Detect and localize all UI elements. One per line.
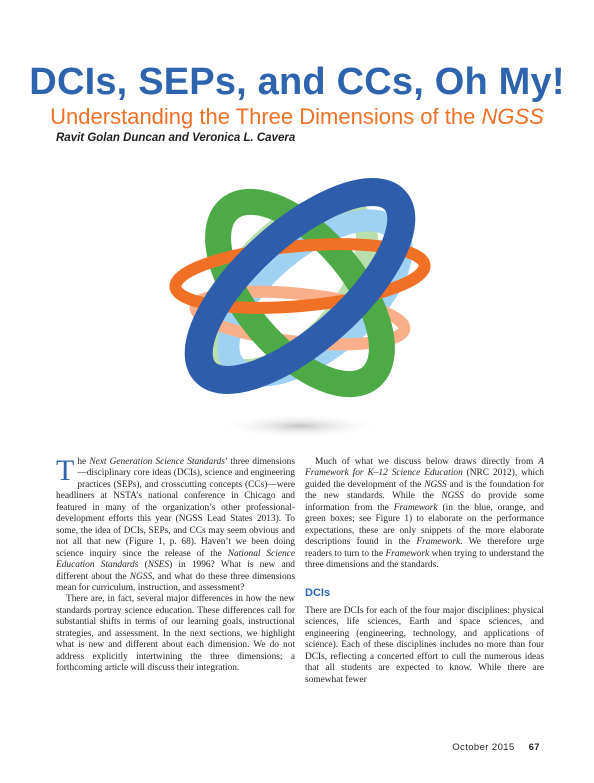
left-column bbox=[56, 454, 296, 675]
logo-shadow bbox=[220, 414, 380, 438]
ngss-rings-logo bbox=[150, 168, 450, 448]
body-paragraph: Much of what we discuss below draws directly from A Framework for K–12 Science Education (NRC 2012), which guided the development of the NGSS and is the foundation for the new standards. While the NGSS do provide some information from the Framework (in the blue, orange, and green boxes; see Figure 1) to elaborate on the performance expectations, these are only snippets of the more elaborate descriptions found in the Framework. We therefore urge readers to turn to the Framework when trying to understand the three dimensions and the standards. bbox=[305, 457, 545, 571]
body-paragraph: There are, in fact, several major differences in how the new standards portray science education. These differences call for substantial shifts in terms of our learning goals, instructional strategies, and assessment. In the next sections, we highlight what is new and different about each dimension. We do not address explicitly intertwining the three dimensions; a forthcoming article will discuss their integration. bbox=[56, 594, 295, 674]
article-title: DCIs, SEPs, and CCs, Oh My! bbox=[29, 61, 565, 103]
page-footer bbox=[452, 742, 540, 753]
right-column bbox=[305, 457, 544, 686]
body-paragraph: There are DCIs for each of the four major disciplines: physical sciences, life sciences, Earth and space sciences, and engineering (engineering, technology, and applications of science). Each of these disciplines includes no more than four DCIs, reflecting a concerted effort to cull the numerous ideas that all students are expected to know. While there are somewhat fewer bbox=[305, 605, 544, 685]
subtitle-text: Understanding the Three Dimensions of the bbox=[50, 104, 482, 129]
article-subtitle bbox=[0, 104, 594, 130]
subtitle-italic: NGSS bbox=[481, 104, 544, 129]
page-number: 67 bbox=[528, 742, 540, 753]
drop-cap: T bbox=[56, 454, 75, 487]
section-heading-dcis: DCIs bbox=[305, 586, 331, 599]
issue-date: October 2015 bbox=[452, 742, 515, 753]
article-authors: Ravit Golan Duncan and Veronica L. Cavera bbox=[56, 132, 296, 144]
intro-paragraph: The Next Generation Science Standards’ three dimensions—disciplinary core ideas (DCIs), science and engineering practices (SEPs), and crosscutting concepts (CCs)—were headliners at NSTA’s national conference in Chicago and featured in many of the organization’s other professional-development efforts this year (NGSS Lead States 2013). To some, the idea of DCIs, SEPs, and CCs may seem obvious and not all that new (Figure 1, p. 68). Haven’t we been doing science inquiry since the release of the National Science Education Standards (NSES) in 1996? What is new and different about the NGSS, and what do these three dimensions mean for curriculum, instruction, and assessment? bbox=[56, 454, 296, 593]
